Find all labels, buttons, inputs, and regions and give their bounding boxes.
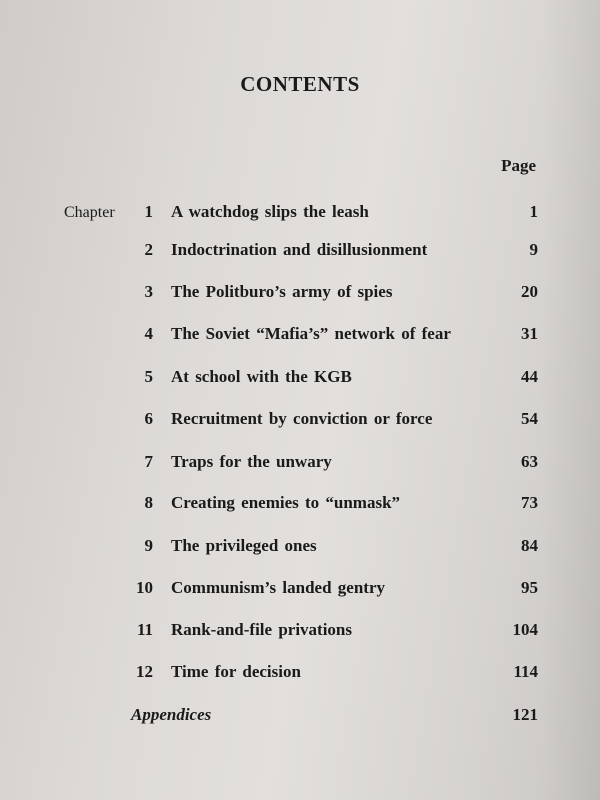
appendices-title: Appendices (131, 705, 212, 724)
chapter-page: 114 (513, 662, 538, 681)
chapter-page: 54 (521, 409, 538, 428)
chapter-number: 1 (144, 202, 153, 221)
toc-entry-2 (0, 240, 600, 264)
toc-entry-6 (0, 409, 600, 433)
chapter-number: 3 (144, 282, 153, 301)
chapter-number: 9 (144, 536, 153, 555)
chapter-title: At school with the KGB (171, 367, 352, 386)
chapter-page: 20 (521, 282, 538, 301)
chapter-number: 11 (136, 620, 153, 639)
toc-entry-10 (0, 578, 600, 602)
chapter-number: 4 (144, 324, 153, 343)
chapter-page: 9 (529, 240, 538, 259)
chapter-page: 104 (512, 620, 538, 639)
toc-entry-9 (0, 536, 600, 560)
chapter-title: Time for decision (171, 662, 301, 681)
chapter-title: The Soviet “Mafia’s” network of fear (171, 324, 451, 343)
chapter-page: 44 (521, 367, 538, 386)
chapter-number: 10 (136, 578, 153, 597)
chapter-page: 95 (521, 578, 538, 597)
toc-entry-5 (0, 367, 600, 391)
toc-entry-12 (0, 662, 600, 686)
appendices-page: 121 (512, 705, 538, 724)
chapter-title: Recruitment by conviction or force (171, 409, 433, 428)
page-column-label: Page (501, 156, 536, 175)
chapter-number: 12 (136, 662, 153, 681)
toc-entry-11 (0, 620, 600, 644)
toc-entry-4 (0, 324, 600, 348)
chapter-page: 31 (521, 324, 538, 343)
chapter-title: Creating enemies to “unmask” (171, 493, 401, 512)
toc-entry-1 (0, 202, 600, 226)
chapter-title: Traps for the unwary (171, 452, 332, 471)
chapter-number: 7 (144, 452, 153, 471)
chapter-title: A watchdog slips the leash (171, 202, 369, 221)
chapter-title: Communism’s landed gentry (171, 578, 385, 597)
toc-entry-8 (0, 493, 600, 517)
chapter-number: 2 (144, 240, 153, 259)
chapter-title: Rank-and-file privations (171, 620, 352, 639)
chapter-page: 73 (521, 493, 538, 512)
chapter-number: 5 (144, 367, 153, 386)
chapter-title: The privileged ones (171, 536, 317, 555)
toc-entry-7 (0, 452, 600, 476)
toc-entry-3 (0, 282, 600, 306)
chapter-page: 1 (529, 202, 538, 221)
toc-entry-appendices (0, 705, 600, 729)
chapter-title: The Politburo’s army of spies (171, 282, 393, 301)
chapter-page: 63 (521, 452, 538, 471)
chapter-title: Indoctrination and disillusionment (171, 240, 428, 259)
chapter-number: 8 (144, 493, 153, 512)
chapter-page: 84 (521, 536, 538, 555)
page-title: CONTENTS (240, 72, 360, 96)
chapter-label: Chapter (64, 204, 115, 221)
chapter-number: 6 (144, 409, 153, 428)
